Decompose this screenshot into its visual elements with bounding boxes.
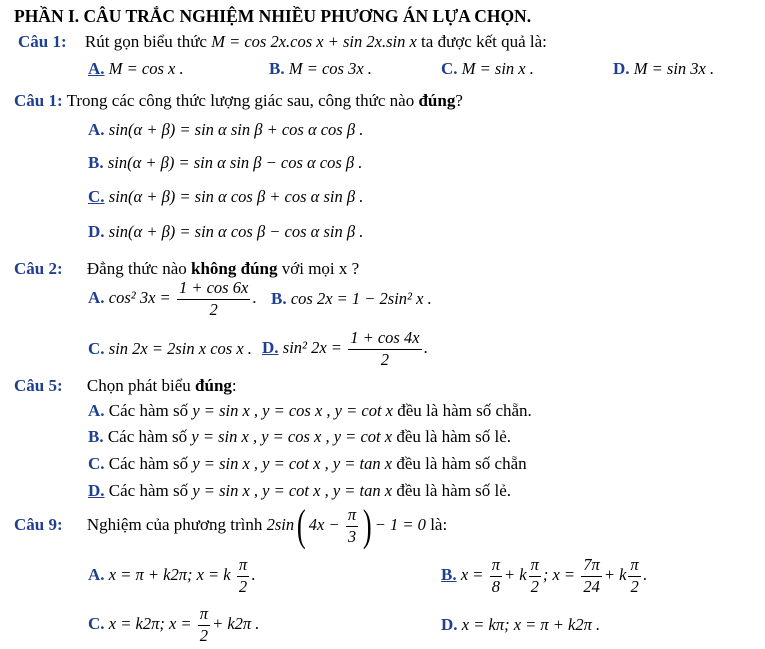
fraction [529,557,541,595]
punctuation: . [251,564,256,584]
q4-option-b[interactable] [88,427,511,447]
math-expression: 4x − [308,514,340,534]
option-text: đều là hàm số lẻ. [396,481,512,500]
q4-option-c[interactable] [88,454,527,474]
question-emphasis: đúng [195,376,232,395]
option-expression: y = sin x , y = cot x , y = tan x [192,454,393,473]
question-label: Câu 5: [14,376,63,395]
fraction [348,330,421,368]
question-text: ? [455,91,463,110]
q3-option-c[interactable] [88,339,252,359]
math-expression: − 1 = 0 [374,514,426,534]
punctuation: . [423,337,428,357]
section-title: PHẦN I. CÂU TRẮC NGHIỆM NHIỀU PHƯƠNG ÁN LỰA CHỌN. [14,6,532,26]
fraction-denominator: 3 [347,526,357,546]
q2-option-c[interactable] [88,187,363,207]
option-letter: C. [88,613,105,633]
option-expression: cos² 3x = [108,287,171,307]
question-text: Chọn phát biểu [86,376,191,395]
q1-option-b[interactable] [269,59,372,79]
option-letter: D. [88,222,105,241]
fraction-denominator: 2 [238,576,248,596]
q5-option-b[interactable] [441,557,647,595]
option-letter: B. [88,153,104,172]
option-letter: D. [262,337,279,357]
q2-option-a[interactable] [88,120,363,140]
q3-option-a[interactable] [88,280,257,318]
option-expression: sin(α + β) = sin α cos β − cos α sin β . [108,222,364,241]
q4-option-d[interactable] [88,481,511,501]
option-expression: x = k2π; x = [108,613,192,633]
fraction-denominator: 2 [630,576,639,596]
option-letter: B. [271,289,287,308]
question-4 [14,376,237,396]
fraction-numerator: 1 + cos 4x [348,330,421,350]
question-emphasis: đúng [418,91,456,110]
option-expression: x = π + k2π; x = k [108,564,231,584]
fraction-numerator: π [198,606,210,626]
question-text: Nghiệm của phương trình [86,514,263,534]
option-letter: C. [441,59,458,78]
q5-option-d[interactable] [441,615,600,635]
q1-option-a[interactable] [88,59,184,79]
question-text: : [231,376,237,395]
option-letter: A. [88,120,105,139]
question-label: Câu 2: [14,259,63,278]
fraction-denominator: 8 [491,576,500,596]
option-letter: A. [88,564,105,584]
question-text: là: [430,514,448,534]
question-2 [14,91,463,111]
fraction-numerator: π [628,557,640,577]
q3-option-d[interactable] [262,330,428,368]
option-expression: sin(α + β) = sin α sin β − cos α cos β . [107,153,363,172]
option-letter: A. [88,59,105,78]
option-text: đều là hàm số chẵn. [397,401,532,420]
fraction-denominator: 2 [209,299,218,319]
option-expression: y = sin x , y = cos x , y = cot x [191,427,393,446]
option-expression: M = cos 3x . [288,59,372,78]
option-letter: D. [613,59,630,78]
question-emphasis: không đúng [191,259,278,278]
option-letter: D. [441,615,458,634]
q1-option-c[interactable] [441,59,534,79]
option-expression: + k [603,564,627,584]
fraction [198,606,210,644]
fraction-numerator: π [237,557,249,577]
option-letter: B. [269,59,285,78]
q5-option-a[interactable] [88,557,255,595]
question-label: Câu 1: [18,32,67,51]
option-expression: + k2π . [212,613,260,633]
question-5 [14,501,448,550]
punctuation: . [252,287,257,307]
question-3 [14,259,359,279]
fraction-numerator: 7π [581,557,602,577]
q2-option-d[interactable] [88,222,363,242]
option-expression: x = [460,564,484,584]
fraction [581,557,602,595]
fraction-denominator: 2 [380,349,389,369]
option-letter: D. [88,481,105,500]
punctuation: . [642,564,647,584]
option-letter: C. [88,454,105,473]
option-letter: B. [88,427,104,446]
option-expression: M = sin 3x . [633,59,715,78]
fraction [237,557,249,595]
fraction [177,280,250,318]
question-label: Câu 1: [14,91,63,110]
q3-option-b[interactable] [271,289,432,309]
fraction [490,557,502,595]
fraction-numerator: π [529,557,541,577]
option-expression: M = cos x . [108,59,184,78]
option-expression: sin² 2x = [282,337,342,357]
fraction [346,507,358,545]
fraction-numerator: π [346,507,358,527]
option-letter: A. [88,287,105,307]
fraction-denominator: 2 [530,576,539,596]
option-expression: sin 2x = 2sin x cos x . [108,339,252,358]
question-text: Trong các công thức lượng giác sau, công thức nào [66,91,415,110]
fraction-numerator: 1 + cos 6x [177,280,250,300]
q5-option-c[interactable] [88,606,259,644]
option-text: đều là hàm số chẵn [396,454,527,473]
question-1 [18,32,547,52]
q1-option-d[interactable] [613,59,714,79]
option-expression: cos 2x = 1 − 2sin² x . [290,289,432,308]
question-text: ta được kết quả là: [421,32,547,51]
question-text: Đẳng thức nào [86,259,187,278]
option-letter: C. [88,339,105,358]
question-text: với mọi x ? [281,259,360,278]
option-expression: x = kπ; x = π + k2π . [461,615,601,634]
right-paren: ) [363,501,372,550]
option-expression: M = sin x . [461,59,534,78]
option-expression: y = sin x , y = cot x , y = tan x [192,481,393,500]
option-text: Các hàm số [108,401,189,420]
question-text: Rút gọn biểu thức [84,32,207,51]
option-text: đều là hàm số lẻ. [396,427,512,446]
fraction-numerator: π [490,557,502,577]
math-expression: M = cos 2x.cos x + sin 2x.sin x [211,32,417,51]
fraction [628,557,640,595]
q4-option-a[interactable] [88,401,532,421]
option-expression: y = sin x , y = cos x , y = cot x [192,401,393,420]
fraction-denominator: 2 [199,625,209,645]
question-label: Câu 9: [14,514,63,534]
q2-option-b[interactable] [88,153,362,173]
option-letter: A. [88,401,105,420]
option-letter: B. [441,564,457,584]
option-text: Các hàm số [108,481,189,500]
option-text: Các hàm số [108,454,189,473]
math-expression: 2sin [266,514,295,534]
option-expression: sin(α + β) = sin α sin β + cos α cos β . [108,120,364,139]
option-expression: sin(α + β) = sin α cos β + cos α sin β . [108,187,364,206]
option-letter: C. [88,187,105,206]
left-paren: ( [297,501,306,550]
option-expression: ; x = [542,564,576,584]
fraction-denominator: 24 [583,576,600,596]
option-text: Các hàm số [107,427,188,446]
option-expression: + k [503,564,527,584]
